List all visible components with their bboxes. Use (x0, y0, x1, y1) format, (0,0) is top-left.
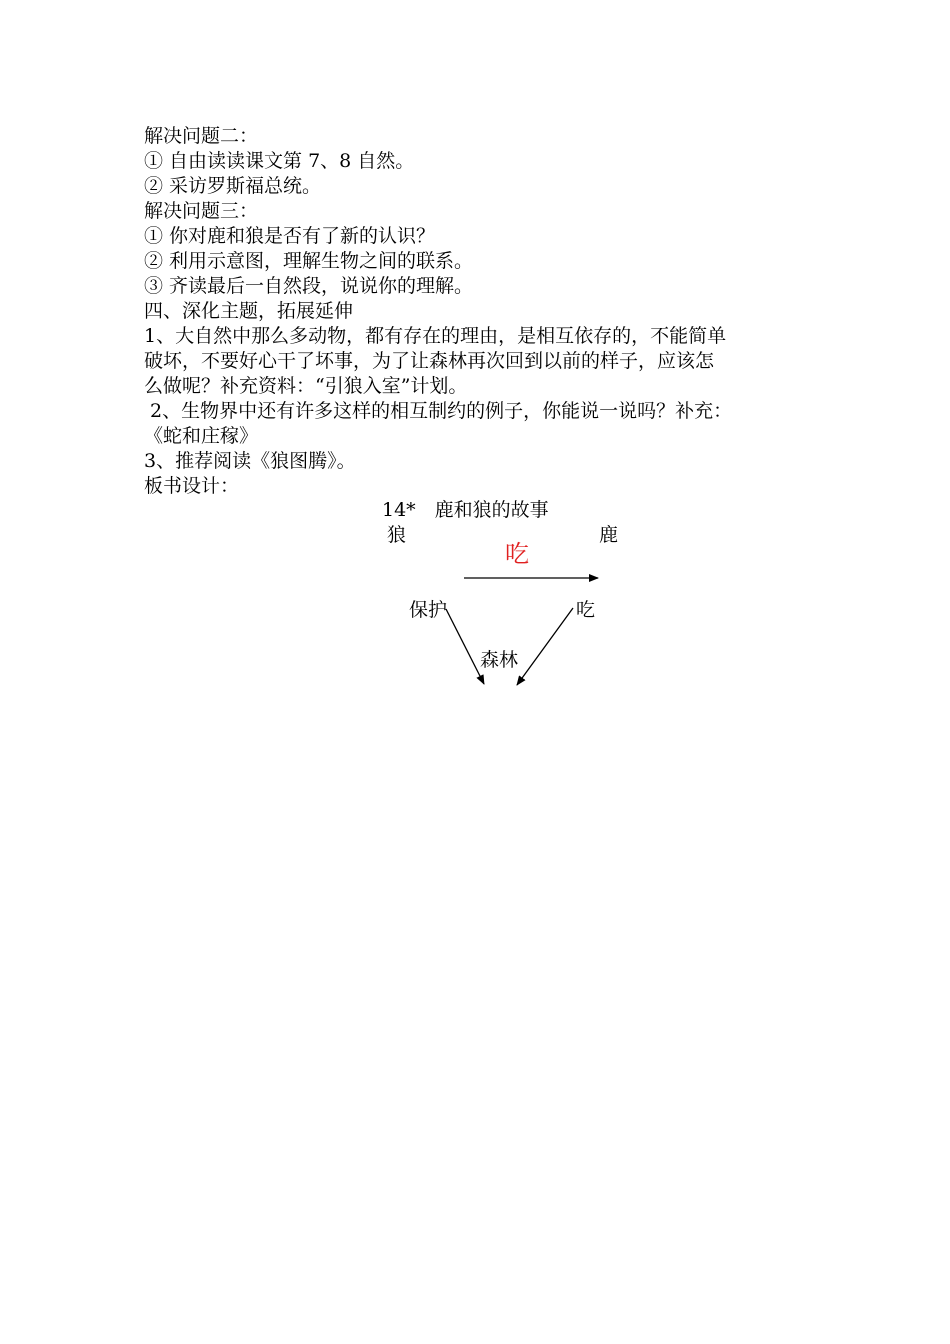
text-line: 1、大自然中那么多动物，都有存在的理由，是相互依存的，不能简单 (144, 325, 727, 347)
deer-label: 鹿 (599, 524, 619, 546)
wolf-label: 狼 (387, 524, 407, 546)
heading-problem-two: 解决问题二： (144, 125, 259, 147)
deer-eats-forest-arrow (517, 608, 573, 685)
text-line: ③ 齐读最后一自然段，说说你的理解。 (144, 275, 474, 297)
board-design-heading: 板书设计： (144, 475, 240, 497)
text-line: ① 你对鹿和狼是否有了新的认识？ (144, 225, 436, 247)
text-line: 3、推荐阅读《狼图腾》。 (144, 450, 356, 472)
text-line: ② 采访罗斯福总统。 (144, 175, 322, 197)
board-title: 14* 鹿和狼的故事 (382, 499, 549, 521)
wolf-protects-forest-arrow (446, 609, 484, 684)
text-line: 破坏，不要好心干了坏事，为了让森林再次回到以前的样子，应该怎 (144, 350, 715, 372)
eat-label-red: 吃 (505, 540, 529, 568)
text-line: ① 自由读读课文第 7、8 自然。 (144, 150, 415, 172)
text-line: 《蛇和庄稼》 (144, 425, 259, 447)
text-line: ② 利用示意图，理解生物之间的联系。 (144, 250, 474, 272)
forest-label: 森林 (480, 649, 519, 671)
text-line: 2、生物界中还有许多这样的相互制约的例子，你能说一说吗？补充： (144, 400, 733, 422)
heading-problem-three: 解决问题三： (144, 200, 259, 222)
section-heading: 四、深化主题，拓展延伸 (144, 300, 354, 322)
protect-label: 保护 (409, 599, 448, 621)
eat-label: 吃 (576, 599, 596, 621)
text-line: 么做呢？补充资料：“引狼入室”计划。 (144, 375, 468, 397)
